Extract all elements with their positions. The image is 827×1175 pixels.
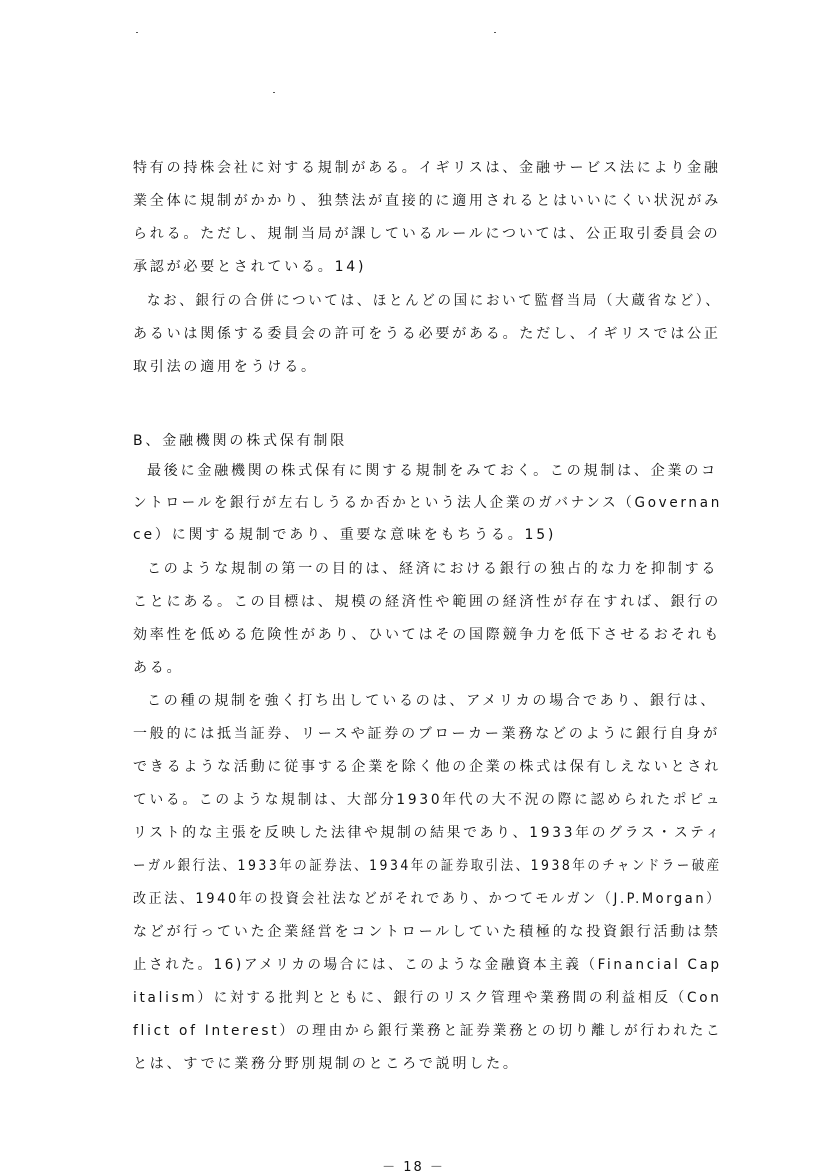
text-line: 改正法、1940年の投資会社法などがそれであり、かつてモルガン（J.P.Morgan） (133, 891, 722, 907)
text-line: 一般的には抵当証券、リースや証券のブローカー業務などのように銀行自身が (133, 726, 721, 742)
text-line: ントロールを銀行が左右しうるか否かという法人企業のガバナンス（Governan (133, 495, 722, 511)
text-line: 業全体に規制がかかり、独禁法が直接的に適用されるとはいいにくい状況がみ (133, 193, 721, 209)
text-line: 特有の持株会社に対する規制がある。イギリスは、金融サービス法により金融 (133, 160, 721, 176)
text-line: などが行っていた企業経営をコントロールしていた積極的な投資銀行活動は禁 (133, 924, 721, 940)
text-line: リスト的な主張を反映した法律や規制の結果であり、1933年のグラス・スティ (133, 825, 723, 841)
text-line: 取引法の適用をうける。 (133, 359, 318, 375)
scan-speck (494, 32, 496, 33)
text-line: あるいは関係する委員会の許可をうる必要がある。ただし、イギリスでは公正 (133, 326, 721, 342)
text-line: この種の規制を強く打ち出しているのは、アメリカの場合であり、銀行は、 (147, 693, 718, 709)
text-line: 効率性を低める危険性があり、ひいてはその国際競争力を低下させるおそれも (133, 627, 721, 643)
text-line: ce）に関する規制であり、重要な意味をもちうる。15) (133, 527, 557, 543)
text-line: このような規制の第一の目的は、経済における銀行の独占的な力を抑制する (147, 561, 719, 577)
text-line: ている。このような規制は、大部分1930年代の大不況の際に認められたポピュ (133, 792, 723, 808)
page-number: － 18 － (382, 1160, 445, 1175)
text-line: できるような活動に従事する企業を除く他の企業の株式は保有しえないとされ (133, 759, 721, 775)
text-line: ある。 (133, 660, 184, 676)
text-line: られる。ただし、規制当局が課しているルールについては、公正取引委員会の (133, 226, 721, 242)
text-line: ーガル銀行法、1933年の証券法、1934年の証券取引法、1938年のチャンドラー破産 (133, 858, 722, 874)
section-heading: B、金融機関の株式保有制限 (133, 433, 348, 449)
text-line: なお、銀行の合併については、ほとんどの国において監督当局（大蔵省など）、 (147, 293, 722, 309)
text-line: 承認が必要とされている。14) (133, 259, 367, 275)
text-line: flict of Interest）の理由から銀行業務と証券業務との切り離しが行われたこ (133, 1023, 723, 1039)
text-line: italism）に対する批判とともに、銀行のリスク管理や業務間の利益相反（Con (133, 990, 722, 1006)
text-line: とは、すでに業務分野別規制のところで説明した。 (133, 1056, 520, 1072)
text-line: 最後に金融機関の株式保有に関する規制をみておく。この規制は、企業のコ (147, 463, 718, 479)
scan-speck (136, 32, 138, 33)
text-line: ことにある。この目標は、規模の経済性や範囲の経済性が存在すれば、銀行の (133, 594, 721, 610)
scan-speck (273, 92, 275, 93)
text-line: 止された。16)アメリカの場合には、このような金融資本主義（Financial Cap (133, 957, 722, 973)
